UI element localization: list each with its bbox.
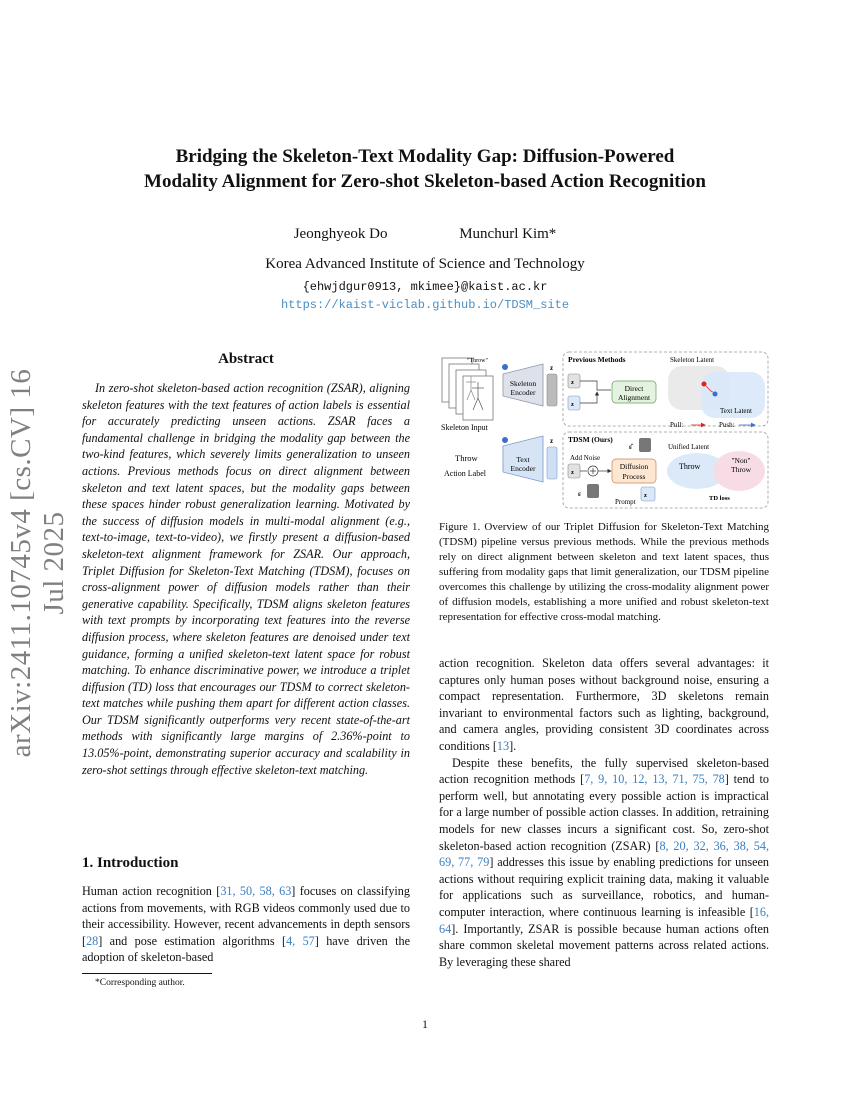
lock-icon <box>502 437 508 443</box>
text-encoder-label-2: Encoder <box>510 464 536 473</box>
intro-text-2: ] focuses on classifying actions from movements, with RGB videos commonly used due to their accessibility. However, recent advancements in depth sensors [ <box>82 884 410 948</box>
add-noise-label: Add Noise <box>570 454 601 462</box>
citation-link[interactable]: 4, 57 <box>286 933 315 948</box>
author-1: Jeonghyeok Do <box>293 226 388 242</box>
action-label-text: Action Label <box>444 469 486 478</box>
tdsm-ours-label: TDSM (Ours) <box>568 435 613 444</box>
zp-label: z <box>550 437 554 445</box>
right-text-5: ] addresses this issue by enabling predictions for unseen actions without requiring explicit training data, making it valuable for applications such as surveillance, robotics, and human-computer interaction, where continuous learning is infeasible [ <box>439 855 770 919</box>
non-throw-label-1: "Non" <box>731 456 751 465</box>
prompt-label: Prompt <box>615 498 636 506</box>
non-throw-label-2: Throw <box>731 465 751 474</box>
diffusion-process-label-1: Diffusion <box>619 462 649 471</box>
zp-small-label: z <box>571 401 574 408</box>
zp-tdsm-label: z <box>644 492 647 499</box>
text-latent-label: Text Latent <box>720 407 752 415</box>
td-loss-label: TD loss <box>709 495 730 502</box>
affiliation: Korea Advanced Institute of Science and Technology <box>265 256 585 272</box>
right-text-4: ] tend to perform well, but annotating every possible action is impractical for a large number of possible action classes. In addition, retraining models for new classes incurs a significant cost. So, zero-shot skeleton-based action recognition (ZSAR) [ <box>439 772 769 853</box>
author-2: Munchurl Kim* <box>459 226 557 242</box>
author-emails: {ehwjdgur0913, mkimee}@kaist.ac.kr <box>302 280 548 294</box>
page-number: 1 <box>422 1017 428 1031</box>
skeleton-input-label: Skeleton Input <box>441 423 488 432</box>
title-line-1: Bridging the Skeleton-Text Modality Gap: Diffusion-Powered <box>175 146 675 167</box>
right-paragraph-2 <box>439 755 769 971</box>
skeleton-encoder-label-1: Skeleton <box>509 379 537 388</box>
citation-link[interactable]: 8, 20, 32, 36, 38, 54, 69, 77, 79 <box>439 838 769 870</box>
right-text-6: ]. Importantly, ZSAR is possible because human actions often share common skeletal movement patterns across related actions. By leveraging these shared <box>439 921 769 969</box>
citation-link[interactable]: 16, 64 <box>439 904 769 936</box>
skeleton-latent-label: Skeleton Latent <box>670 356 715 364</box>
zx-tdsm-label: z <box>571 469 574 476</box>
paper-title <box>100 144 750 194</box>
direct-alignment-label-2: Alignment <box>617 393 651 402</box>
citation-link[interactable]: 28 <box>86 933 99 948</box>
abstract-heading: Abstract <box>218 351 274 367</box>
push-legend: Push: <box>719 421 735 429</box>
section-heading-introduction: 1. Introduction <box>82 855 179 871</box>
skeleton-latent-vector <box>547 374 557 406</box>
project-url-link[interactable]: https://kaist-viclab.github.io/TDSM_site <box>280 298 570 312</box>
footnote-rule <box>82 973 212 974</box>
right-column-text <box>439 655 769 970</box>
lock-icon <box>502 364 508 370</box>
skeleton-encoder-label-2: Encoder <box>510 388 536 397</box>
right-text-3: Despite these benefits, the fully supervised skeleton-based action recognition methods [ <box>439 755 769 787</box>
abstract-text: In zero-shot skeleton-based action recognition (ZSAR), aligning skeleton features with the text features of action labels is essential for accurately predicting unseen actions. ZSAR faces a fundamental challenge in bridging the modality gap between the two-kind features, which severely limits generalization to unseen actions. Previous methods focus on direct alignment between skeleton and text latent spaces, but the modality gaps between these spaces hinder robust generalization learning. Motivated by the success of diffusion models in multi-modal alignment (e.g., text-to-image, text-to-video), we firstly present a diffusion-based skeleton-text alignment framework for ZSAR. Our approach, Triplet Diffusion for Skeleton-Text Matching (TDSM), focuses on cross-alignment power of diffusion models rather than their generative capability. Specifically, TDSM aligns skeleton features with text prompts by incorporating text features into the reverse diffusion process, where skeleton features are denoised under text guidance, forming a unified skeleton-text latent space for robust matching. To enhance discriminative power, we introduce a triplet diffusion (TD) loss that encourages our TDSM to correct skeleton-text matches while pushing them apart for different action classes. Our TDSM significantly outperforms very recent state-of-the-art methods with significantly large margins of 2.36%-point to 13.05%-point, demonstrating superior accuracy and scalability in zero-shot settings through effective skeleton-text matching. <box>82 381 410 777</box>
diffusion-process-label-2: Process <box>622 472 646 481</box>
right-text-1: action recognition. Skeleton data offers several advantages: it captures only human poses without background noise, ensuring a compact representation. Furthermore, 3D skeletons remain invariant to environmental factors such as lighting, background, and camera angles, providing consistent 3D coordinates across conditions [ <box>439 656 769 753</box>
intro-text-3: ] and pose estimation algorithms [ <box>98 933 287 948</box>
epsilon-label: ε <box>578 490 581 498</box>
text-encoder-label-1: Text <box>516 455 530 464</box>
intro-text-4: ] have driven the adoption of skeleton-based <box>82 933 410 965</box>
skeleton-frames-icon <box>442 358 493 420</box>
throw-cloud-label: Throw <box>679 462 701 471</box>
text-latent-vector <box>547 447 557 479</box>
title-line-2: Modality Alignment for Zero-shot Skeleton-based Action Recognition <box>144 171 706 192</box>
figure-1-caption: Figure 1. Overview of our Triplet Diffusion for Skeleton-Text Matching (TDSM) pipeline versus previous methods. While the previous methods rely on direct alignment between skeleton and text latent spaces, thus suffering from modality gaps that limit generalization, our TDSM pipeline overcomes this challenge by utilizing the cross-modality alignment power of diffusion models, establishing a more unified and robust skeleton-text representation for effective cross-modal matching. <box>439 521 769 623</box>
pull-legend: Pull: <box>670 421 684 429</box>
footnote: *Corresponding author. <box>95 978 185 988</box>
intro-text-1: Human action recognition [ <box>82 884 221 898</box>
citation-link[interactable]: 7, 9, 10, 12, 13, 71, 75, 78 <box>584 772 725 787</box>
throw-word: Throw <box>455 453 478 463</box>
epsilon-hat-label: ε̂ <box>629 443 632 451</box>
unified-latent-label: Unified Latent <box>668 443 710 451</box>
author-list <box>0 226 850 243</box>
citation-link[interactable]: 13 <box>496 738 510 753</box>
noise-block <box>587 484 599 498</box>
arxiv-identifier: arXiv:2411.10745v4 [cs.CV] 16 Jul 2025 <box>5 368 70 758</box>
figure-1-diagram <box>439 350 771 510</box>
introduction-paragraph <box>82 883 410 966</box>
citation-link[interactable]: 31, 50, 58, 63 <box>220 884 292 898</box>
direct-alignment-label-1: Direct <box>624 384 644 393</box>
zx-label: z <box>550 364 554 372</box>
right-text-2: ]. <box>509 738 517 753</box>
zx-small-label: z <box>571 379 574 386</box>
previous-methods-label: Previous Methods <box>568 355 626 364</box>
throw-quote-label: "Throw" <box>467 358 488 364</box>
predicted-noise-block <box>639 438 651 452</box>
right-paragraph-1 <box>439 655 769 755</box>
